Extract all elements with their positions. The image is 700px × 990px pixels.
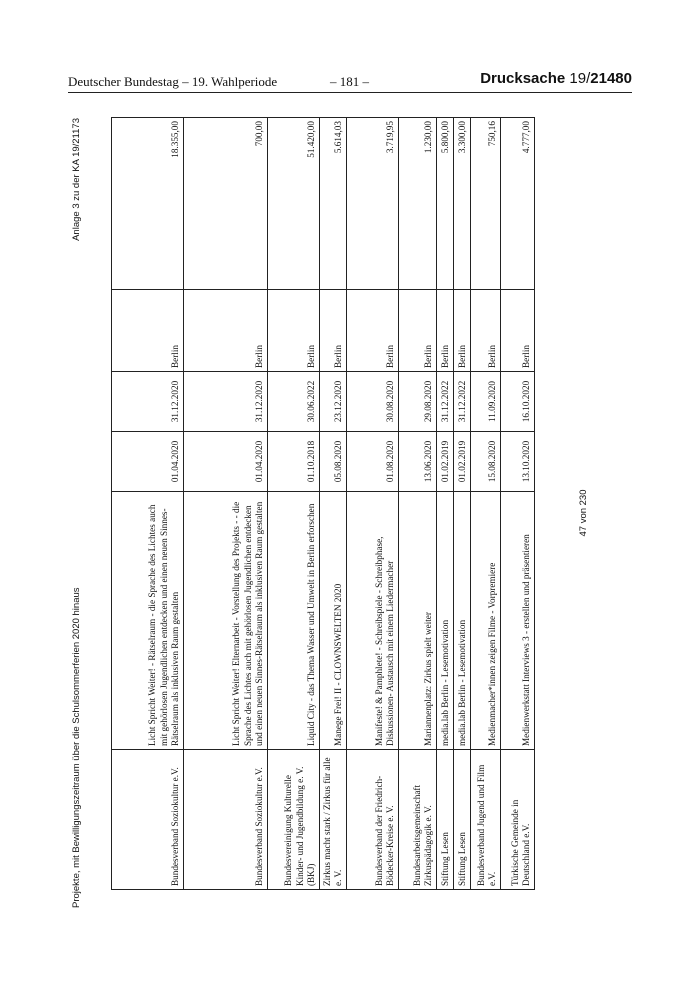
header-title: Deutscher Bundestag – 19. Wahlperiode [68,74,278,89]
org-cell: Bundesverband der Friedrich-Bödecker-Kreise e. V. [347,750,399,890]
end-date-cell: 31.12.2020 [184,372,268,432]
end-date-cell: 31.12.2022 [454,372,471,432]
table-row [454,118,471,890]
start-date-cell: 01.04.2020 [112,432,184,492]
location-cell: Berlin [112,290,184,372]
amount-cell: 700,00 [184,118,268,290]
drucksache-number: 21480 [590,70,632,87]
start-date-cell: 01.04.2020 [184,432,268,492]
end-date-cell: 16.10.2020 [501,372,535,432]
project-cell: Manifeste! & Pamphlete! - Schreibspiele - Schreibphase, Diskussionen- Austausch mit einem Liedermacher [347,492,399,750]
end-date-cell: 23.12.2020 [320,372,347,432]
org-cell: Türkische Gemeinde in Deutschland e.V. [501,750,535,890]
org-cell: Bundesarbeitsgemeinschaft Zirkuspädagogik e. V. [399,750,437,890]
rotated-landscape-page [65,118,625,908]
start-date-cell: 01.02.2019 [437,432,454,492]
amount-cell: 1.230,00 [399,118,437,290]
amount-cell: 5.800,00 [437,118,454,290]
table-row [399,118,437,890]
drucksache-label: Drucksache [480,70,566,87]
header-drucksache [480,70,632,87]
start-date-cell: 05.08.2020 [320,432,347,492]
start-date-cell: 13.06.2020 [399,432,437,492]
start-date-cell: 13.10.2020 [501,432,535,492]
org-cell: Stiftung Lesen [437,750,454,890]
table-row [184,118,268,890]
table-row [112,118,184,890]
end-date-cell: 29.08.2020 [399,372,437,432]
end-date-cell: 31.12.2022 [437,372,454,432]
end-date-cell: 30.06.2022 [268,372,320,432]
project-cell: Mariannenplatz: Zirkus spielt weiter [399,492,437,750]
location-cell: Berlin [437,290,454,372]
project-cell: Liquid City - das Thema Wasser und Umwelt in Berlin erforschen [268,492,320,750]
table-row [501,118,535,890]
start-date-cell: 01.10.2018 [268,432,320,492]
end-date-cell: 30.08.2020 [347,372,399,432]
project-cell: Medienmacher*innen zeigen Filme - Vorpremiere [471,492,501,750]
amount-cell: 51.420,00 [268,118,320,290]
table-row [320,118,347,890]
page-number-footer: 47 von 230 [578,489,589,537]
location-cell: Berlin [399,290,437,372]
amount-cell: 3.719,95 [347,118,399,290]
start-date-cell: 01.02.2019 [454,432,471,492]
org-cell: Bundesverband Soziokultur e.V. [184,750,268,890]
table-row [437,118,454,890]
project-cell: Manege Frei! II - CLOWNSWELTEN 2020 [320,492,347,750]
project-cell: media.lab Berlin - Lesemotivation [437,492,454,750]
page-header [68,70,632,92]
start-date-cell: 15.08.2020 [471,432,501,492]
table-row [471,118,501,890]
location-cell: Berlin [347,290,399,372]
amount-cell: 750,16 [471,118,501,290]
org-cell: Bundesverband Jugend und Film e.V. [471,750,501,890]
org-cell: Bundesverband Soziokultur e.V. [112,750,184,890]
amount-cell: 4.777,00 [501,118,535,290]
projects-table [111,117,535,890]
location-cell: Berlin [268,290,320,372]
location-cell: Berlin [184,290,268,372]
start-date-cell: 01.08.2020 [347,432,399,492]
header-page-number: – 181 – [330,74,369,89]
drucksache-prefix: 19/ [569,70,591,87]
project-cell: Licht Spricht Weiter! Elternarbeit - Vorstellung des Projekts - - die Sprache des Lichtes auch mit gehörlosen Jugendlichen entdecken und einen neuen Sinnes-Rätselraum als inklusiven Raum gestalten [184,492,268,750]
org-cell: Zirkus macht stark / Zirkus für alle e. V. [320,750,347,890]
org-cell: Bundesvereinigung Kulturelle Kinder- und Jugendbildung e. V. (BKJ) [268,750,320,890]
location-cell: Berlin [320,290,347,372]
org-cell: Stiftung Lesen [454,750,471,890]
table-caption: Projekte, mit Bewilligungszeitraum über die Schulsommerferien 2020 hinaus [71,587,82,908]
table-row [268,118,320,890]
project-cell: Medienwerkstatt Interviews 3 - erstellen und präsentieren [501,492,535,750]
annex-reference: Anlage 3 zu der KA 19/21173 [71,118,82,241]
end-date-cell: 11.09.2020 [471,372,501,432]
amount-cell: 18.355,00 [112,118,184,290]
header-rule [68,92,632,93]
project-cell: Licht Spricht Weiter! - Rätselraum - die Sprache des Lichtes auch mit gehörlosen Jugendlichen entdecken und einen neuen Sinnes-Rätselraum als inklusiven Raum gestalten [112,492,184,750]
location-cell: Berlin [471,290,501,372]
project-cell: media.lab Berlin - Lesemotivation [454,492,471,750]
end-date-cell: 31.12.2020 [112,372,184,432]
amount-cell: 3.300,00 [454,118,471,290]
location-cell: Berlin [454,290,471,372]
location-cell: Berlin [501,290,535,372]
amount-cell: 5.614,03 [320,118,347,290]
table-row [347,118,399,890]
